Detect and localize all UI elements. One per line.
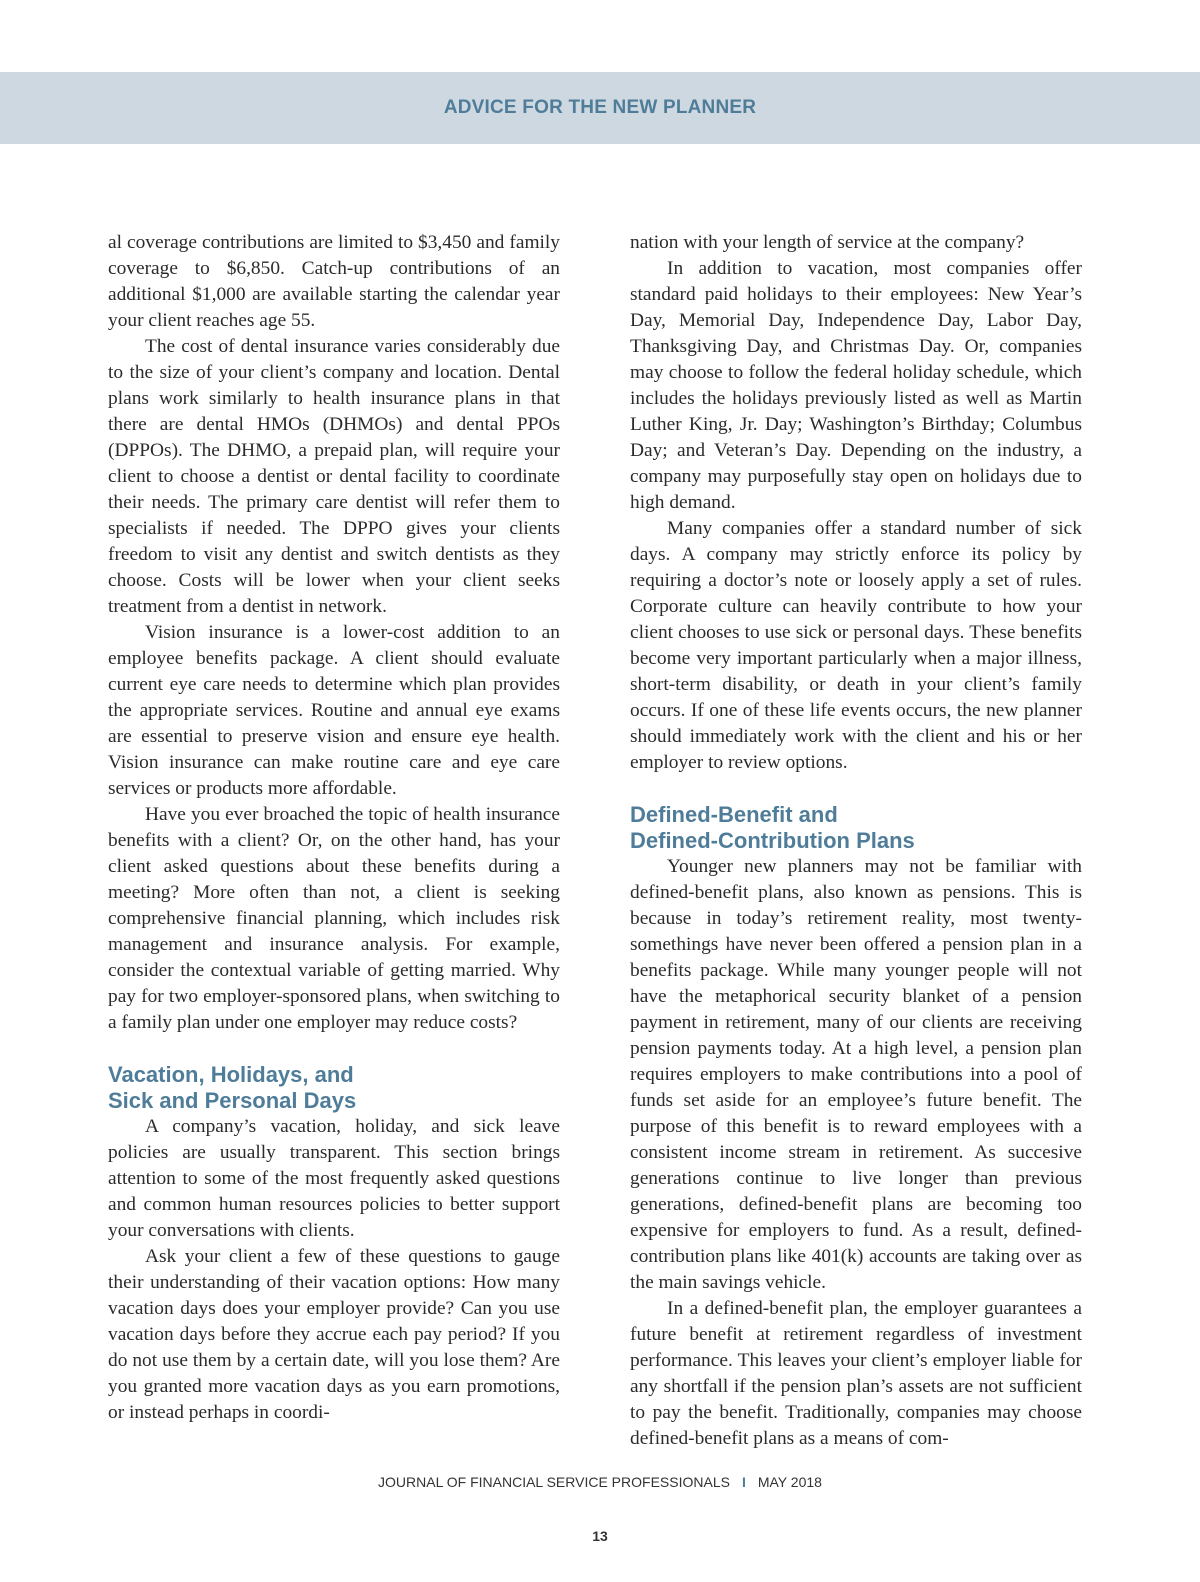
paragraph: In addition to vacation, most companies offer standard paid holidays to their employees: New Year’s Day, Memorial Day, Independence Day, Labor Day, Thanksgiving Day, and Christmas Day. Or, companies may choose to follow the federal holiday schedule, which includes the holidays previously listed as well as Martin Luther King, Jr. Day; Washington’s Birthday; Columbus Day; and Veteran’s Day. Depending on the industry, a company may purposefully stay open on holidays due to high demand.	[630, 258, 1082, 513]
left-column	[108, 230, 560, 1426]
paragraph: nation with your length of service at the company?	[630, 232, 1025, 253]
footer-separator: I	[741, 1474, 746, 1490]
heading-line: Defined-Contribution Plans	[630, 828, 915, 853]
heading-line: Sick and Personal Days	[108, 1088, 357, 1113]
journal-name: JOURNAL OF FINANCIAL SERVICE PROFESSIONALS	[378, 1474, 730, 1490]
right-column	[630, 230, 1082, 1452]
issue-date: MAY 2018	[757, 1474, 822, 1490]
journal-footer	[0, 1474, 1200, 1490]
section-banner	[0, 72, 1200, 144]
paragraph: In a defined-benefit plan, the employer guarantees a future benefit at retirement regardless of investment performance. This leaves your client’s employer liable for any shortfall if the pension plan’s assets are not sufficient to pay the benefit. Traditionally, companies may choose defined-benefit plans as a means of com-	[630, 1298, 1082, 1449]
section-heading-vacation	[108, 1062, 560, 1114]
heading-line: Vacation, Holidays, and	[108, 1062, 354, 1087]
paragraph: Ask your client a few of these questions to gauge their understanding of their vacation options: How many vacation days does your employer provide? Can you use vacation days before they accrue each pay period? If you do not use them by a certain date, will you lose them? Are you granted more vacation days as you earn promotions, or instead perhaps in coordi-	[108, 1246, 560, 1423]
heading-line: Defined-Benefit and	[630, 802, 838, 827]
paragraph: A company’s vacation, holiday, and sick leave policies are usually transparent. This section brings attention to some of the most frequently asked questions and common human resources policies to better support your conversations with clients.	[108, 1116, 560, 1241]
section-title: ADVICE FOR THE NEW PLANNER	[443, 97, 757, 118]
page-number: 13	[592, 1528, 608, 1544]
paragraph: Have you ever broached the topic of health insurance benefits with a client? Or, on the other hand, has your client asked questions about these benefits during a meeting? More often than not, a client is seeking comprehensive financial planning, which includes risk management and insurance analysis. For example, consider the contextual variable of getting married. Why pay for two employer-sponsored plans, when switching to a family plan under one employer may reduce costs?	[108, 804, 560, 1033]
paragraph: Many companies offer a standard number of sick days. A company may strictly enforce its policy by requiring a doctor’s note or loosely apply a set of rules. Corporate culture can heavily contribute to how your client chooses to use sick or personal days. These benefits become very important particularly when a major illness, short-term disability, or death in your client’s family occurs. If one of these life events occurs, the new planner should immediately work with the client and his or her employer to review options.	[630, 518, 1082, 773]
paragraph: al coverage contributions are limited to $3,450 and family coverage to $6,850. Catch-up contributions of an additional $1,000 are available starting the calendar year your client reaches age 55.	[108, 232, 560, 331]
paragraph: The cost of dental insurance varies considerably due to the size of your client’s company and location. Dental plans work similarly to health insurance plans in that there are dental HMOs (DHMOs) and dental PPOs (DPPOs). The DHMO, a prepaid plan, will require your client to choose a dentist or dental facility to coordinate their needs. The primary care dentist will refer them to specialists if needed. The DPPO gives your clients freedom to visit any dentist and switch dentists as they choose. Costs will be lower when your client seeks treatment from a dentist in network.	[108, 336, 560, 617]
paragraph: Younger new planners may not be familiar with defined-benefit plans, also known as pensions. This is because in today’s retirement reality, most twenty-somethings have never been offered a pension plan in a benefits package. While many younger people will not have the metaphorical security blanket of a pension payment in retirement, many of our clients are receiving pension payments today. At a high level, a pension plan requires employers to make contributions into a pool of funds set aside for an employee’s future benefit. The purpose of this benefit is to reward employees with a consistent income stream in retirement. As succesive generations continue to live longer than previous generations, defined-benefit plans are becoming too expensive for employers to fund. As a result, defined-contribution plans like 401(k) accounts are taking over as the main savings vehicle.	[630, 856, 1082, 1293]
paragraph: Vision insurance is a lower-cost addition to an employee benefits package. A client should evaluate current eye care needs to determine which plan provides the appropriate services. Routine and annual eye exams are essential to preserve vision and ensure eye health. Vision insurance can make routine care and eye care services or products more affordable.	[108, 622, 560, 799]
section-heading-defined-benefit	[630, 802, 1082, 854]
